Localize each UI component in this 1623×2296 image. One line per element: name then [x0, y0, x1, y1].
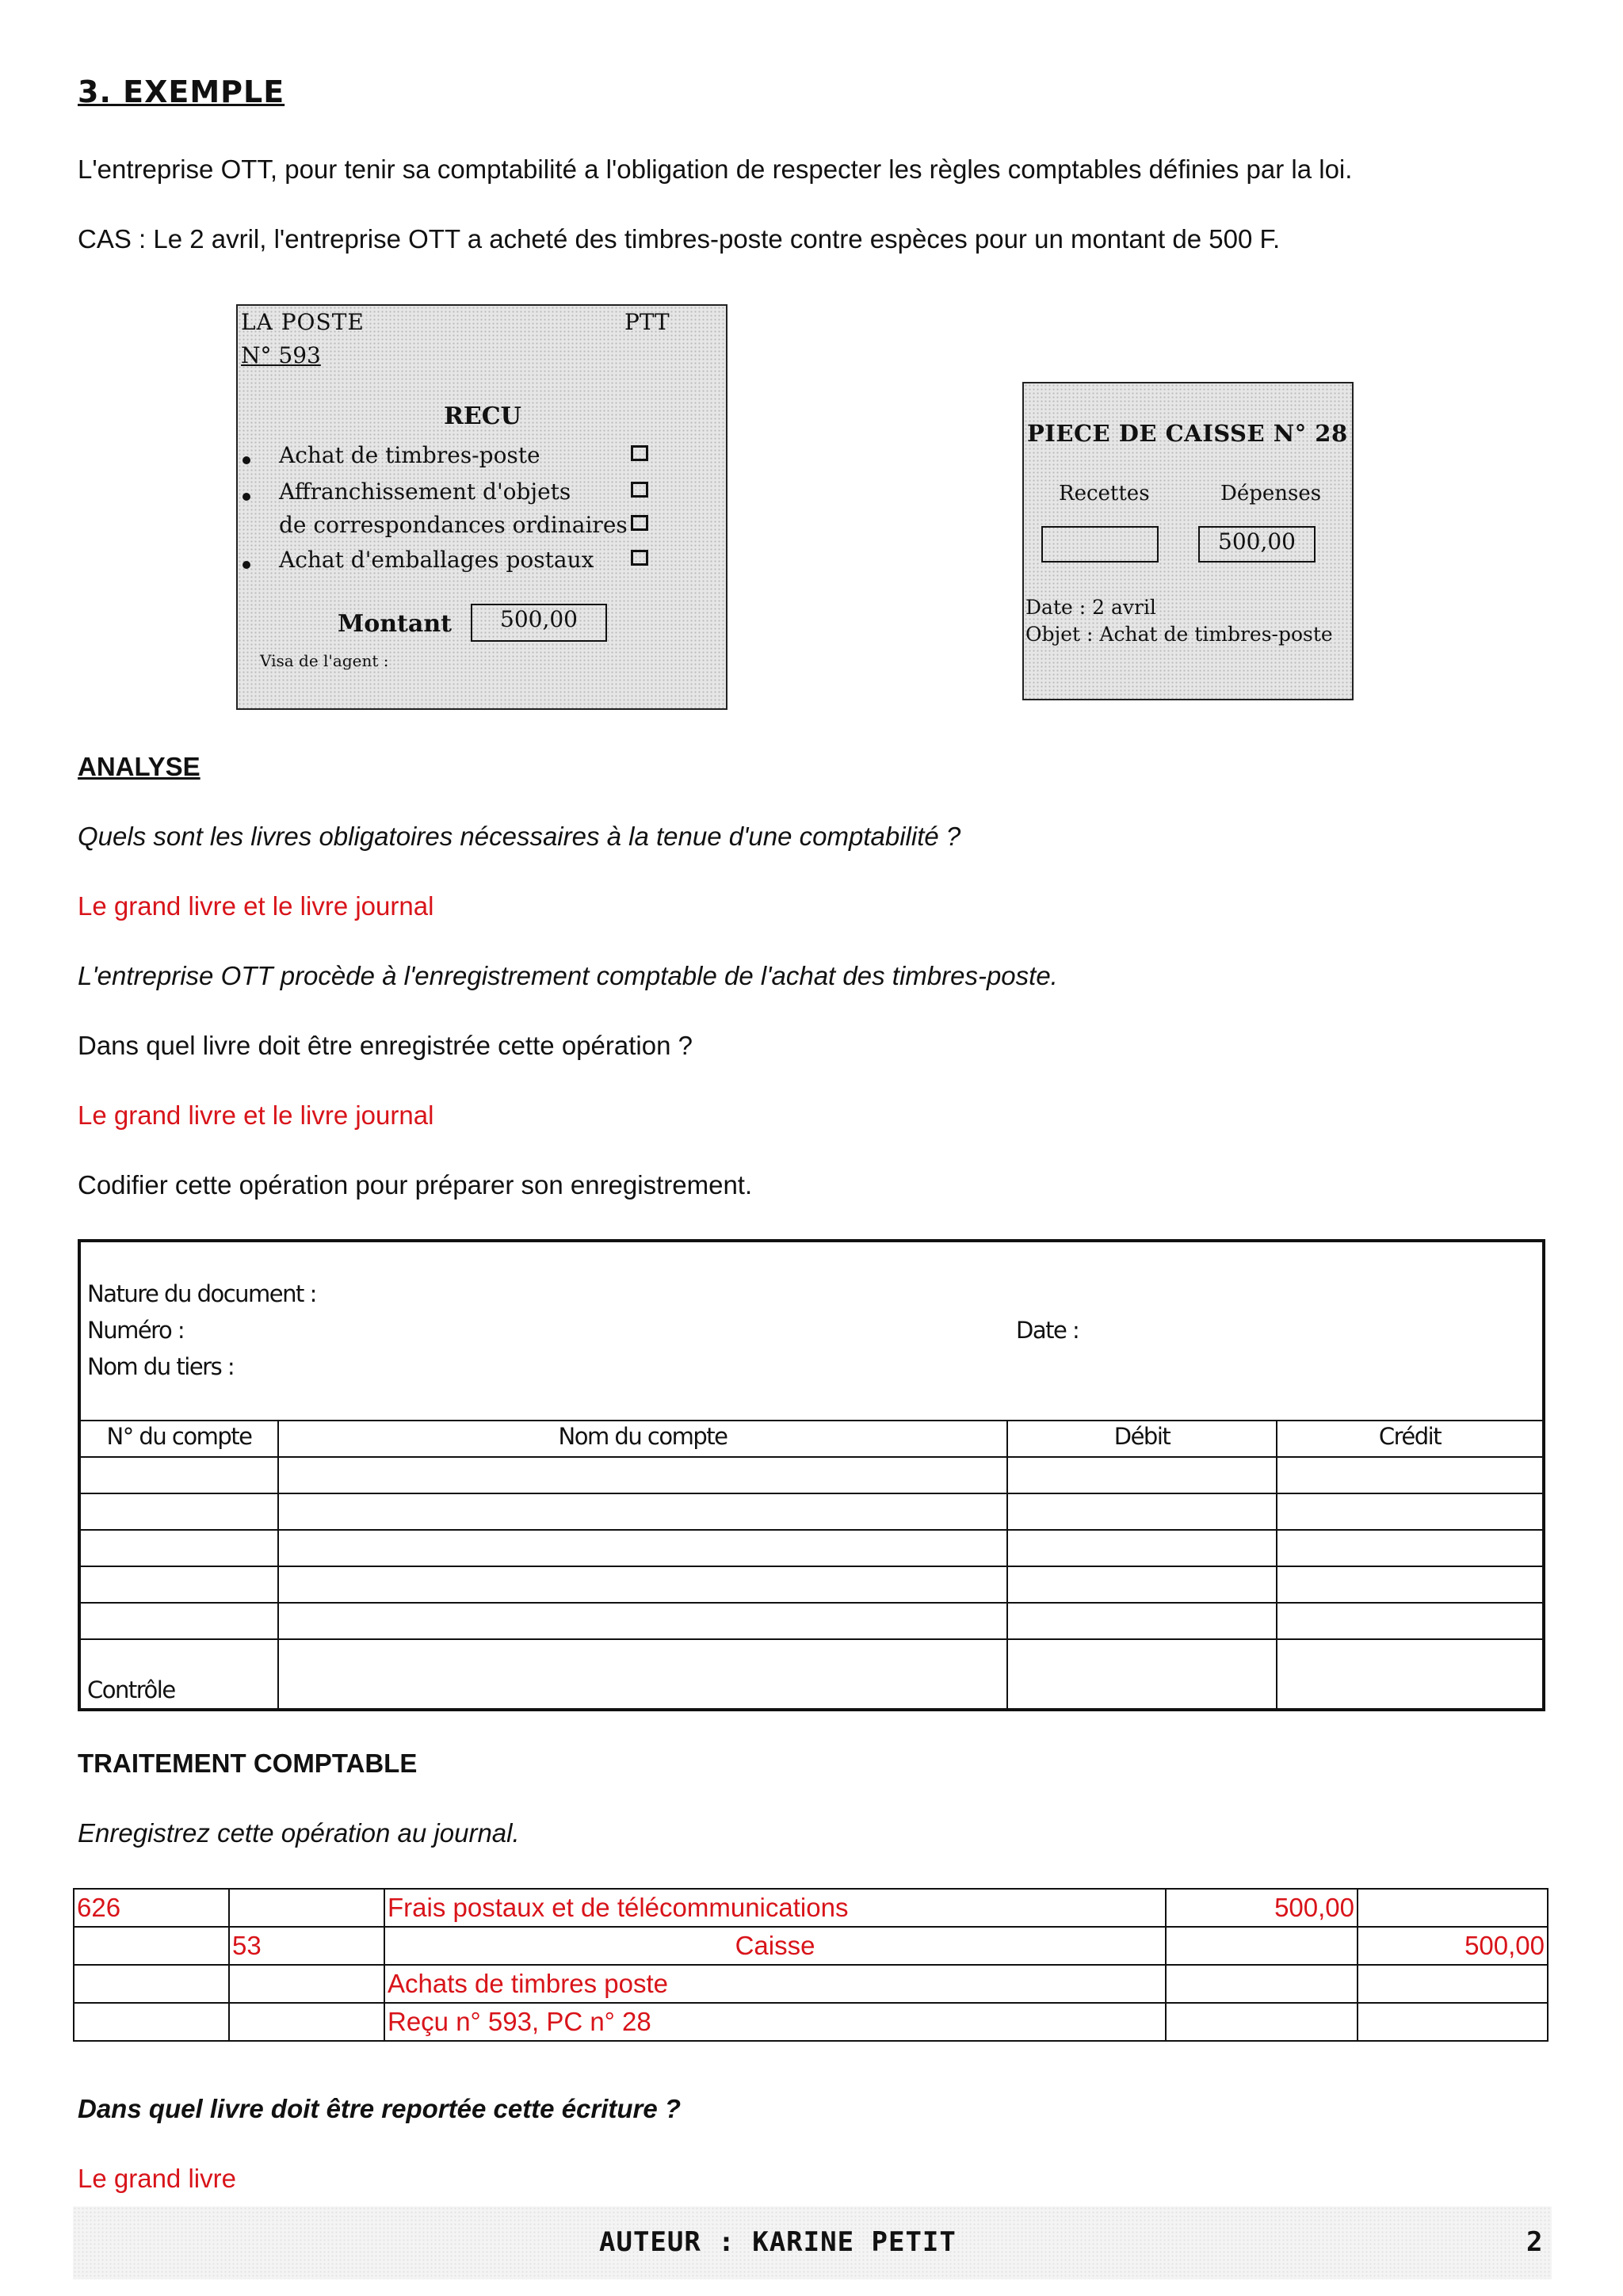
voucher-title: PIECE DE CAISSE N° 28 — [1027, 420, 1348, 447]
form-control-label: Contrôle — [87, 1676, 175, 1703]
receipt-item-3: de correspondances ordinaires — [279, 512, 628, 538]
receipt-number: N° 593 — [241, 342, 321, 368]
journal-credit-account — [229, 2003, 384, 2041]
journal-credit-amount — [1358, 1889, 1548, 1927]
form-rule — [81, 1602, 1542, 1604]
journal-row — [74, 1927, 1548, 1965]
checkbox-icon — [631, 482, 648, 498]
checkbox-icon — [631, 550, 648, 566]
intro-text: L'entreprise OTT, pour tenir sa comptabilité a l'obligation de respecter les règles comptables définies par la loi. — [78, 154, 1353, 184]
receipt-item-2: Affranchissement d'objets — [279, 479, 571, 505]
receipt-title: RECU — [444, 402, 521, 430]
analysis-heading: ANALYSE — [78, 752, 200, 781]
journal-table — [73, 1888, 1549, 2042]
voucher-receipts-value — [1041, 526, 1159, 563]
form-header-account-number: N° du compte — [106, 1423, 252, 1450]
journal-debit-amount: 500,00 — [1166, 1889, 1358, 1927]
codification-form — [78, 1239, 1545, 1711]
checkbox-icon — [631, 515, 648, 531]
checkbox-icon — [631, 445, 648, 461]
receipt-ptt: PTT — [624, 309, 670, 335]
form-column-rule — [277, 1420, 279, 1708]
case-text: CAS : Le 2 avril, l'entreprise OTT a acheté des timbres-poste contre espèces pour un montant de 500 F. — [78, 224, 1281, 254]
form-rule — [81, 1456, 1542, 1458]
receipt-amount-label: Montant — [338, 610, 452, 638]
bullet-icon — [242, 493, 250, 501]
journal-debit-amount — [1166, 2003, 1358, 2041]
journal-credit-amount — [1358, 2003, 1548, 2041]
section-title: 3. EXEMPLE — [78, 74, 285, 109]
journal-row — [74, 1889, 1548, 1927]
journal-label: Achats de timbres poste — [384, 1965, 1166, 2003]
receipt-amount: 500,00 — [471, 604, 607, 642]
analysis-instruction: Codifier cette opération pour préparer son enregistrement. — [78, 1170, 753, 1199]
voucher-expenses-label: Dépenses — [1220, 482, 1322, 505]
form-rule — [81, 1638, 1542, 1640]
journal-debit-account: 626 — [74, 1889, 229, 1927]
form-rule — [81, 1566, 1542, 1567]
form-column-rule — [1276, 1420, 1277, 1708]
form-nature-label: Nature du document : — [87, 1280, 316, 1307]
journal-credit-account — [229, 1965, 384, 2003]
form-numero-label: Numéro : — [87, 1317, 185, 1344]
voucher-expenses-value: 500,00 — [1198, 526, 1316, 563]
cash-voucher — [1022, 382, 1354, 700]
journal-debit-account — [74, 1965, 229, 2003]
form-tiers-label: Nom du tiers : — [87, 1353, 235, 1380]
journal-label: Reçu n° 593, PC n° 28 — [384, 2003, 1166, 2041]
journal-debit-amount — [1166, 1965, 1358, 2003]
bullet-icon — [242, 456, 250, 464]
analysis-answer-2: Le grand livre et le livre journal — [78, 1100, 434, 1130]
journal-label: Frais postaux et de télécommunications — [384, 1889, 1166, 1927]
journal-debit-amount — [1166, 1927, 1358, 1965]
analysis-statement: L'entreprise OTT procède à l'enregistrement comptable de l'achat des timbres-poste. — [78, 961, 1058, 990]
bullet-icon — [242, 561, 250, 569]
journal-credit-amount — [1358, 1965, 1548, 2003]
analysis-question-1: Quels sont les livres obligatoires nécessaires à la tenue d'une comptabilité ? — [78, 822, 961, 851]
receipt-agent: Visa de l'agent : — [260, 651, 389, 670]
la-poste-receipt — [236, 304, 727, 710]
form-date-label: Date : — [1016, 1317, 1079, 1344]
treatment-answer: Le grand livre — [78, 2164, 236, 2193]
form-header-credit: Crédit — [1378, 1423, 1442, 1450]
journal-row — [74, 2003, 1548, 2041]
footer-author: AUTEUR : KARINE PETIT — [599, 2226, 957, 2258]
form-header-account-name: Nom du compte — [558, 1423, 727, 1450]
voucher-object: Objet : Achat de timbres-poste — [1025, 623, 1333, 646]
form-rule — [81, 1420, 1542, 1421]
form-header-debit: Débit — [1113, 1423, 1170, 1450]
analysis-question-2: Dans quel livre doit être enregistrée cette opération ? — [78, 1031, 693, 1060]
journal-debit-account — [74, 1927, 229, 1965]
voucher-date: Date : 2 avril — [1025, 596, 1156, 619]
journal-row — [74, 1965, 1548, 2003]
form-column-rule — [1006, 1420, 1008, 1708]
receipt-org: LA POSTE — [241, 309, 365, 335]
analysis-answer-1: Le grand livre et le livre journal — [78, 891, 434, 921]
form-rule — [81, 1529, 1542, 1531]
treatment-instruction: Enregistrez cette opération au journal. — [78, 1818, 520, 1848]
journal-debit-account — [74, 2003, 229, 2041]
treatment-heading: TRAITEMENT COMPTABLE — [78, 1749, 418, 1778]
journal-credit-account: 53 — [229, 1927, 384, 1965]
receipt-item-1: Achat de timbres-poste — [279, 442, 540, 468]
voucher-receipts-label: Recettes — [1059, 482, 1150, 505]
treatment-question: Dans quel livre doit être reportée cette écriture ? — [78, 2094, 682, 2123]
journal-credit-amount: 500,00 — [1358, 1927, 1548, 1965]
form-rule — [81, 1493, 1542, 1494]
journal-credit-account — [229, 1889, 384, 1927]
receipt-item-4: Achat d'emballages postaux — [279, 547, 594, 573]
journal-label: Caisse — [384, 1927, 1166, 1965]
page-number: 2 — [1526, 2226, 1543, 2258]
